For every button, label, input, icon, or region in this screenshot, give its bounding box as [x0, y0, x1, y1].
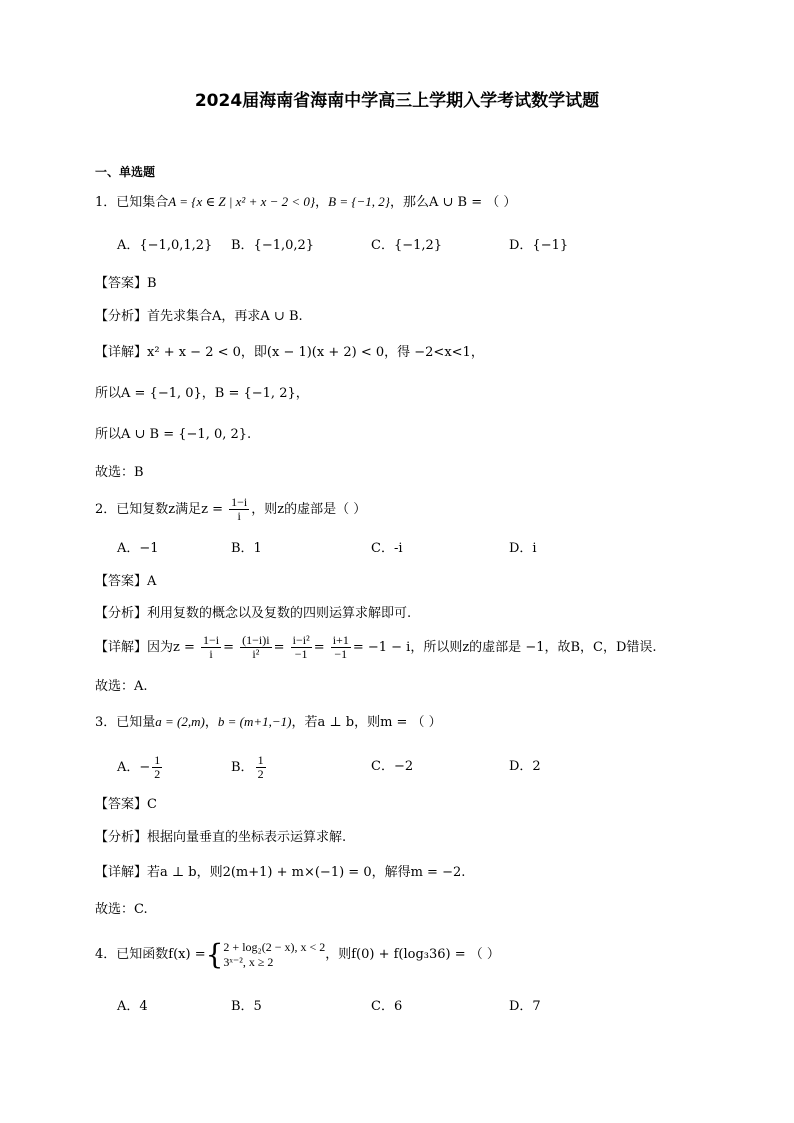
q2-analysis — [95, 604, 411, 624]
detail-text: 因为z = — [147, 640, 195, 655]
q3-analysis — [95, 828, 346, 848]
q1-choice: 故选：B — [95, 465, 144, 480]
detail-text: 若a ⊥ b，则2(m+1) + m×(−1) = 0，解得m = −2. — [147, 865, 466, 880]
q2-detail-fraction-4: $\frac{i+1}{-1}$ — [332, 633, 349, 661]
q2-option-d: D．i — [509, 541, 537, 556]
detail-text-post: = −1 − i，所以则z的虚部是 −1，故B，C，D错误. — [352, 640, 657, 655]
analysis-tag: 【分析】 — [95, 830, 148, 845]
answer-tag: 【答案】 — [95, 797, 148, 812]
question-4-stem — [95, 935, 500, 975]
q2-prefix: 2．已知复数z满足z = — [95, 502, 223, 517]
q3-vector-b: b = (m+1,−1) — [217, 714, 292, 729]
q1-detail — [95, 343, 484, 363]
q4-option-c: C．6 — [371, 999, 403, 1014]
q4-left-brace: { — [205, 937, 224, 971]
analysis-tag: 【分析】 — [95, 606, 148, 621]
analysis-tag: 【分析】 — [95, 309, 148, 324]
q3-choice: 故选：C. — [95, 902, 148, 917]
q4-option-a: A．4 — [117, 999, 148, 1014]
q2-answer — [95, 572, 156, 592]
q3-option-c: C．−2 — [371, 759, 414, 774]
q2-option-c: C．-i — [371, 541, 403, 556]
q3-tail: ，若a ⊥ b，则m = （ ） — [291, 715, 442, 730]
answer-value: B — [147, 276, 157, 291]
q2-fraction: $\frac{1-i}{i}$ — [231, 495, 248, 523]
analysis-text: 根据向量垂直的坐标表示运算求解. — [147, 830, 347, 845]
q2-detail-fraction-1: $\frac{1-i}{i}$ — [203, 633, 220, 661]
q3-vector-a: a = (2,m) — [155, 714, 205, 729]
q2-option-a: A．−1 — [117, 541, 159, 556]
q4-option-d: D．7 — [509, 999, 541, 1014]
q2-choice: 故选：A. — [95, 679, 148, 694]
q3-option-d: D．2 — [509, 759, 541, 774]
q1-option-c: C．{−1,2} — [371, 238, 443, 253]
detail-tag: 【详解】 — [95, 345, 148, 360]
answer-value: C — [147, 797, 157, 812]
question-3-stem: 3．已知量a = (2,m)，b = (m+1,−1)，若a ⊥ b，则m = （ ） — [95, 714, 442, 730]
analysis-text: 首先求集合A，再求A ∪ B. — [147, 309, 303, 324]
q1-detail-line-2: 所以A = {−1, 0}，B = {−1, 2}， — [95, 386, 309, 401]
q1-tail: ，那么A ∪ B = （ ） — [390, 195, 517, 210]
answer-tag: 【答案】 — [95, 276, 148, 291]
q1-set-b: B = {−1, 2} — [328, 194, 391, 209]
q2-tail: ，则z的虚部是（ ） — [251, 502, 367, 517]
q3-prefix: 3．已知量 — [95, 715, 156, 730]
detail-text: x² + x − 2 < 0，即(x − 1)(x + 2) < 0，得 −2<x<1， — [147, 345, 484, 360]
q1-option-b: B．{−1,0,2} — [231, 238, 315, 253]
q1-analysis — [95, 307, 303, 327]
question-1-stem: 1．已知集合A = {x ∈ Z | x² + x − 2 < 0}，B = {−1, 2}，那么A ∪ B = （ ） — [95, 194, 517, 210]
detail-tag: 【详解】 — [95, 865, 148, 880]
analysis-text: 利用复数的概念以及复数的四则运算求解即可. — [147, 606, 412, 621]
q3-detail — [95, 863, 465, 883]
q2-detail-fraction-3: $\frac{\text{i−i²}}{-1}$ — [292, 633, 310, 661]
q1-option-a: A．{−1,0,1,2} — [117, 238, 213, 253]
q4-tail: ，则f(0) + f(log₃36) = （ ） — [325, 947, 500, 962]
answer-value: A — [147, 574, 157, 589]
detail-tag: 【详解】 — [95, 640, 148, 655]
q3-option-b: B． $\frac{1}{2}$ — [231, 753, 264, 781]
q1-prefix: 1．已知集合 — [95, 195, 169, 210]
q1-detail-line-3: 所以A ∪ B = {−1, 0, 2}. — [95, 427, 252, 442]
section-heading: 一、单选题 — [95, 165, 156, 179]
q1-set-a: A = {x ∈ Z | x² + x − 2 < 0} — [168, 194, 316, 209]
q1-answer — [95, 274, 157, 294]
q1-option-d: D．{−1} — [509, 238, 569, 253]
q3-answer — [95, 795, 157, 815]
q2-option-b: B．1 — [231, 541, 262, 556]
q2-detail: 【详解】因为z = $\frac{1-i}{i}$ = $\frac{(1-i)i}{\text{i²}}$ = $\frac{\text{i−i²}}{-1}$ = $\frac{i+1}{-1}$ = −1 − i，所以则z的虚部是 −1，故B，C，D错误. — [95, 633, 657, 661]
q4-option-b: B．5 — [231, 999, 262, 1014]
q2-detail-fraction-2: $\frac{(1-i)i}{\text{i²}}$ — [242, 633, 270, 661]
q3-option-a: A．− $\frac{1}{2}$ — [117, 753, 161, 781]
q4-prefix: 4．已知函数f(x) = — [95, 947, 206, 962]
page-title: 2024届海南省海南中学高三上学期入学考试数学试题 — [194, 91, 600, 111]
question-2-stem — [95, 496, 366, 523]
answer-tag: 【答案】 — [95, 574, 148, 589]
q4-piecewise: 2 + log₂(2 − x), x < 2 3ˣ⁻², x ≥ 2 — [223, 939, 326, 969]
